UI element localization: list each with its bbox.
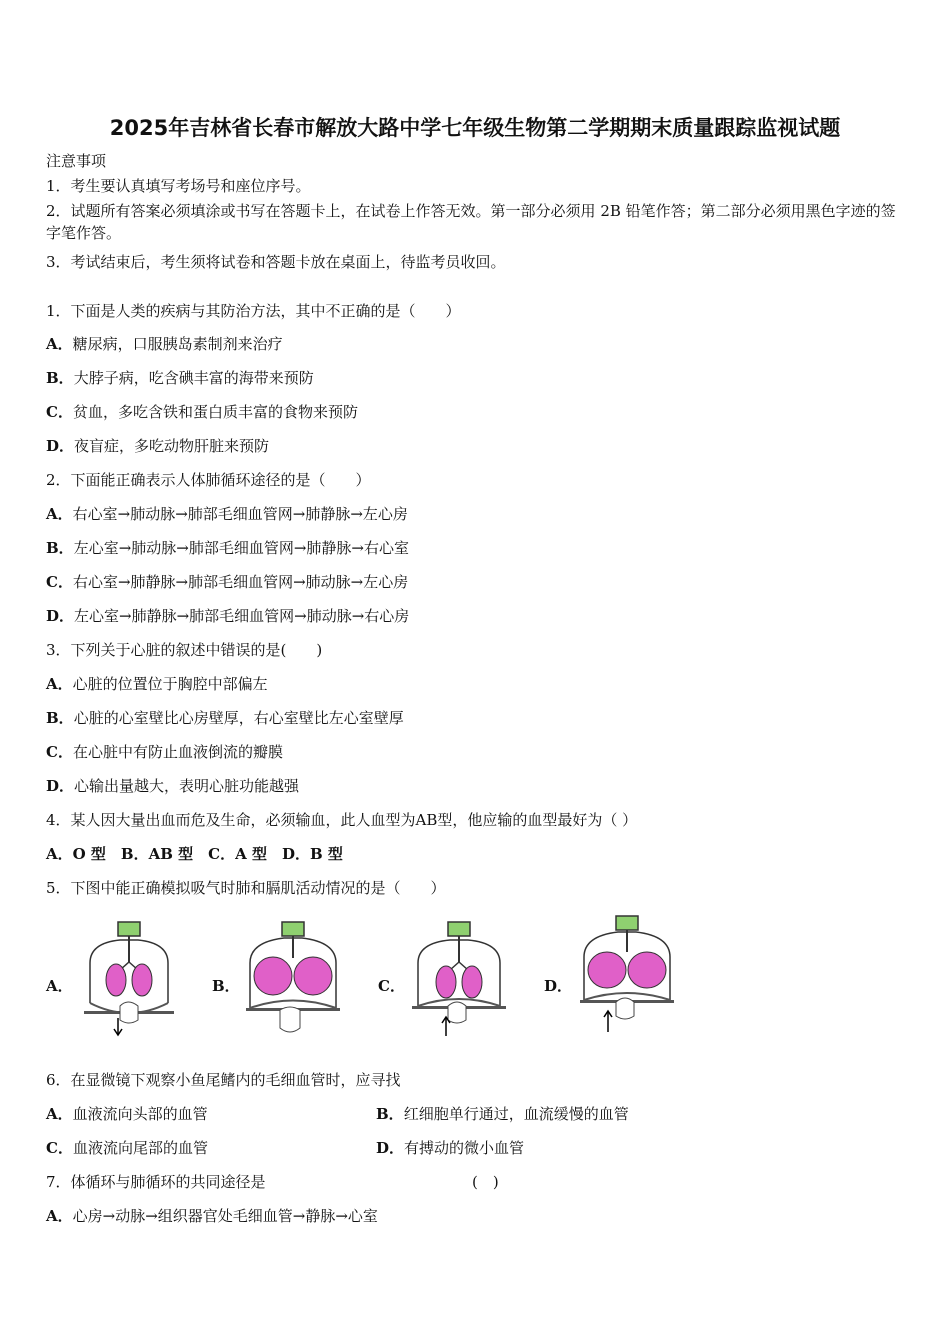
bell-jar-figure-d xyxy=(578,912,688,1037)
lung-left xyxy=(588,952,626,988)
option-key: B． xyxy=(46,539,74,557)
option-text: 贫血，多吃含铁和蛋白质丰富的食物来预防 xyxy=(72,403,358,421)
option-text: 心脏的位置位于胸腔中部偏左 xyxy=(72,675,268,693)
option-item xyxy=(46,707,404,729)
figure-label: C． xyxy=(378,977,405,995)
option-item xyxy=(46,1205,378,1227)
option-text: 血液流向头部的血管 xyxy=(72,1105,208,1123)
question-stem: 2．下面能正确表示人体肺循环途径的是（ ） xyxy=(46,471,371,489)
question-stem: 7．体循环与肺循环的共同途径是 xyxy=(46,1173,266,1191)
option-text: 有搏动的微小血管 xyxy=(404,1139,525,1157)
option-text: 糖尿病，口服胰岛素制剂来治疗 xyxy=(72,335,283,353)
option-item xyxy=(46,401,358,423)
bell-jar-figure-b xyxy=(244,918,354,1043)
lung-right xyxy=(462,966,482,998)
hand-icon xyxy=(120,1002,138,1023)
lung-left xyxy=(254,957,292,995)
option-key: C． xyxy=(46,573,73,591)
option-key: A． xyxy=(46,1207,73,1225)
bell-jar-figure-c xyxy=(410,918,520,1043)
option-text: 右心室→肺动脉→肺部毛细血管网→肺静脉→左心房 xyxy=(72,505,408,523)
option-text: 心输出量越大，表明心脏功能越强 xyxy=(74,777,300,795)
question-stem: 6．在显微镜下观察小鱼尾鳍内的毛细血管时，应寻找 xyxy=(46,1071,401,1089)
option-item xyxy=(46,775,299,797)
option-text: 夜盲症，多吃动物肝脏来预防 xyxy=(74,437,270,455)
option-item xyxy=(46,333,283,355)
answer-paren: ( ) xyxy=(472,1173,499,1191)
option-item xyxy=(46,741,283,763)
option-item xyxy=(46,571,408,593)
question-stem: 4．某人因大量出血而危及生命，必须输血，此人血型为AB型，他应输的血型最好为（ ） xyxy=(46,811,638,829)
hand-icon xyxy=(448,1002,466,1023)
option-item xyxy=(46,673,268,695)
figure-label: B． xyxy=(212,977,240,995)
option-key: A． xyxy=(46,1105,73,1123)
option-key: C． xyxy=(46,743,73,761)
option-text: 心房→动脉→组织器官处毛细血管→静脉→心室 xyxy=(72,1207,378,1225)
option-item xyxy=(46,1103,208,1125)
option-text: 红细胞单行通过，血流缓慢的血管 xyxy=(403,1105,629,1123)
lung-left xyxy=(436,966,456,998)
option-text: 左心室→肺动脉→肺部毛细血管网→肺静脉→右心室 xyxy=(73,539,409,557)
lung-right xyxy=(132,964,152,996)
notice-heading: 注意事项 xyxy=(46,152,107,170)
option-item xyxy=(46,537,409,559)
hand-icon xyxy=(280,1007,300,1032)
option-key: D． xyxy=(46,437,75,455)
jar-stopper xyxy=(448,922,470,936)
jar-stopper xyxy=(118,922,140,936)
bell-jar-figure-a xyxy=(80,918,190,1038)
figure-label: A． xyxy=(46,977,73,995)
question-stem: 5．下图中能正确模拟吸气时肺和膈肌活动情况的是（ ） xyxy=(46,879,446,897)
option-text: 右心室→肺静脉→肺部毛细血管网→肺动脉→左心房 xyxy=(72,573,409,591)
option-inline: A．O 型 B．AB 型 C．A 型 D．B 型 xyxy=(46,845,343,863)
notice-item: 2．试题所有答案必须填涂或书写在答题卡上，在试卷上作答无效。第一部分必须用 2B 铅笔作答；第二部分必须用黑色字迹的签字笔作答。 xyxy=(46,202,896,242)
option-item xyxy=(46,1137,208,1159)
option-key: C． xyxy=(46,1139,73,1157)
jar-stopper xyxy=(282,922,304,936)
option-key: D． xyxy=(46,777,75,795)
notice-item: 3．考试结束后，考生须将试卷和答题卡放在桌面上，待监考员收回。 xyxy=(46,253,506,271)
page-title: 2025年吉林省长春市解放大路中学七年级生物第二学期期末质量跟踪监视试题 xyxy=(109,116,841,140)
option-key: A． xyxy=(46,675,73,693)
hand-icon xyxy=(616,998,634,1019)
figure-label: D． xyxy=(544,977,573,995)
option-text: 大脖子病，吃含碘丰富的海带来预防 xyxy=(73,369,314,387)
option-item xyxy=(46,435,269,457)
option-text: 在心脏中有防止血液倒流的瓣膜 xyxy=(72,743,283,761)
option-key: B． xyxy=(46,709,74,727)
option-key: D． xyxy=(46,607,75,625)
option-item xyxy=(376,1103,629,1125)
option-key: B． xyxy=(376,1105,404,1123)
option-key: A． xyxy=(46,335,73,353)
notice-item: 1．考生要认真填写考场号和座位序号。 xyxy=(46,177,311,195)
jar-stopper xyxy=(616,916,638,930)
option-text: 血液流向尾部的血管 xyxy=(72,1139,208,1157)
option-key: C． xyxy=(46,403,73,421)
option-item xyxy=(376,1137,524,1159)
bronchi xyxy=(450,962,468,970)
option-item xyxy=(46,367,314,389)
option-key: D． xyxy=(376,1139,405,1157)
option-key: A． xyxy=(46,505,73,523)
question-stem: 1．下面是人类的疾病与其防治方法，其中不正确的是（ ） xyxy=(46,302,461,320)
option-key: B． xyxy=(46,369,74,387)
option-item xyxy=(46,605,409,627)
option-text: 心脏的心室壁比心房壁厚，右心室壁比左心室壁厚 xyxy=(73,709,404,727)
option-text: 左心室→肺静脉→肺部毛细血管网→肺动脉→右心房 xyxy=(74,607,410,625)
lung-right xyxy=(294,957,332,995)
lung-right xyxy=(628,952,666,988)
question-stem: 3．下列关于心脏的叙述中错误的是( ) xyxy=(46,641,323,659)
lung-left xyxy=(106,964,126,996)
option-item xyxy=(46,503,408,525)
